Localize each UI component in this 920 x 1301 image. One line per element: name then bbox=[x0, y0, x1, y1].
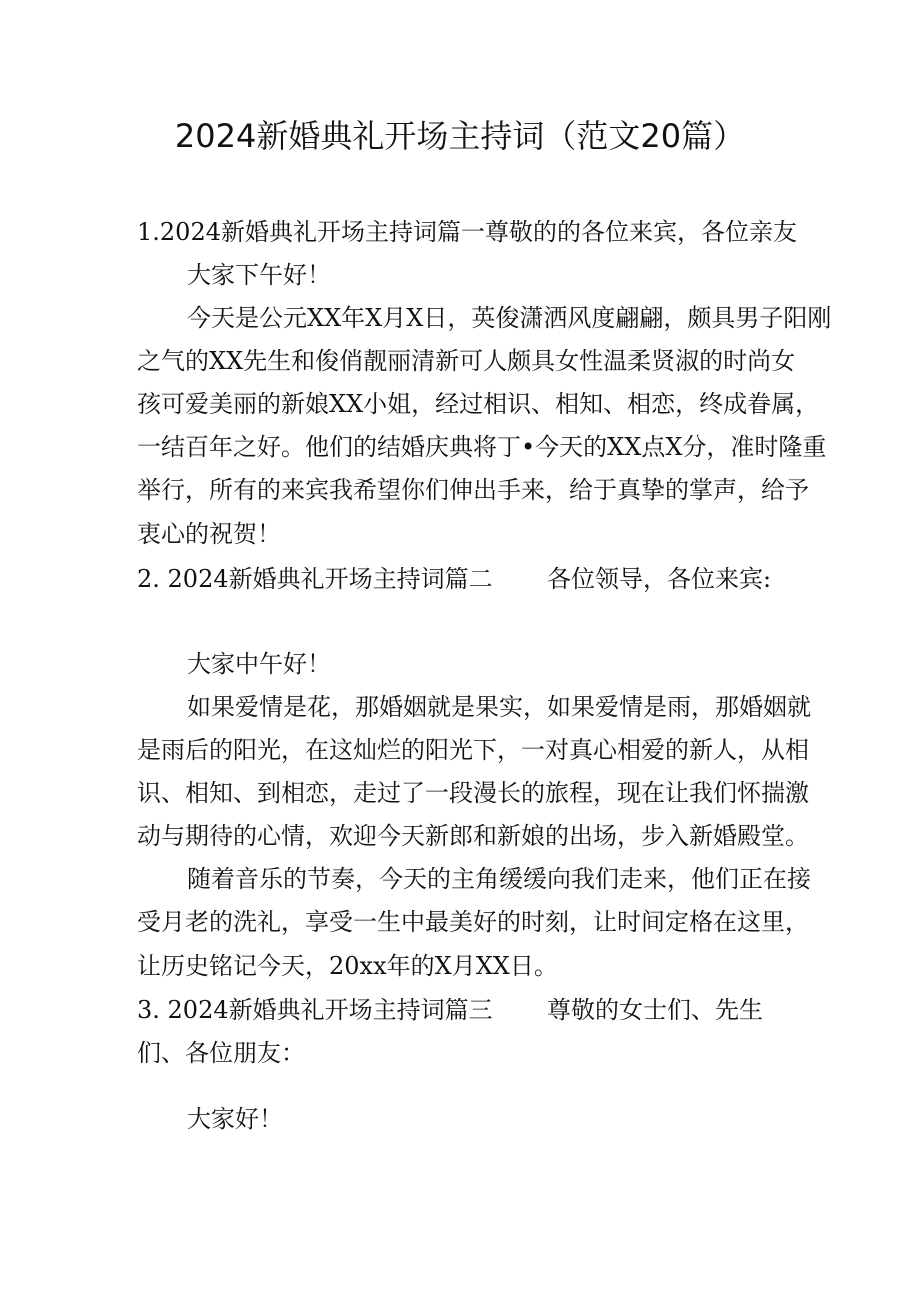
section-3-heading: 3. 2024新婚典礼开场主持词篇三 bbox=[137, 996, 493, 1024]
paragraph-line: 识、相知、到相恋，走过了一段漫长的旅程，现在让我们怀揣激 bbox=[137, 779, 809, 807]
paragraph-line: 衷心的祝贺！ bbox=[137, 520, 281, 548]
paragraph-line: 让历史铭记今天，20xx年的X月XX日。 bbox=[137, 952, 558, 980]
section-2-salutation: 各位领导，各位来宾: bbox=[547, 565, 772, 593]
document-title: 2024新婚典礼开场主持词（范文20篇） bbox=[174, 117, 746, 155]
section-1-heading: 1.2024新婚典礼开场主持词篇一尊敬的的各位来宾，各位亲友 bbox=[137, 218, 797, 246]
paragraph-line: 如果爱情是花，那婚姻就是果实，如果爱情是雨，那婚姻就 bbox=[187, 693, 811, 721]
section-3-salutation-cont: 们、各位朋友： bbox=[137, 1039, 305, 1067]
paragraph-line: 今天是公元XX年X月X日，英俊潇洒风度翩翩，颇具男子阳刚 bbox=[187, 304, 832, 332]
paragraph-line: 一结百年之好。他们的结婚庆典将丁•今天的XX点X分，准时隆重 bbox=[137, 433, 827, 461]
section-3-salutation: 尊敬的女士们、先生 bbox=[547, 996, 763, 1024]
section-2-heading: 2. 2024新婚典礼开场主持词篇二 bbox=[137, 565, 493, 593]
paragraph-line: 动与期待的心情，欢迎今天新郎和新娘的出场，步入新婚殿堂。 bbox=[137, 822, 809, 850]
greeting-line: 大家下午好！ bbox=[187, 261, 331, 289]
paragraph-line: 之气的XX先生和俊俏靓丽清新可人颇具女性温柔贤淑的时尚女 bbox=[137, 347, 796, 375]
paragraph-line: 是雨后的阳光，在这灿烂的阳光下，一对真心相爱的新人，从相 bbox=[137, 736, 809, 764]
paragraph-line: 受月老的洗礼，享受一生中最美好的时刻，让时间定格在这里， bbox=[137, 908, 809, 936]
greeting-line: 大家中午好！ bbox=[187, 650, 331, 678]
paragraph-line: 举行，所有的来宾我希望你们伸出手来，给于真挚的掌声，给予 bbox=[137, 476, 809, 504]
paragraph-line: 随着音乐的节奏，今天的主角缓缓向我们走来，他们正在接 bbox=[187, 865, 811, 893]
paragraph-line: 孩可爱美丽的新娘XX小姐，经过相识、相知、相恋，终成眷属， bbox=[137, 390, 820, 418]
greeting-line: 大家好！ bbox=[187, 1105, 283, 1133]
